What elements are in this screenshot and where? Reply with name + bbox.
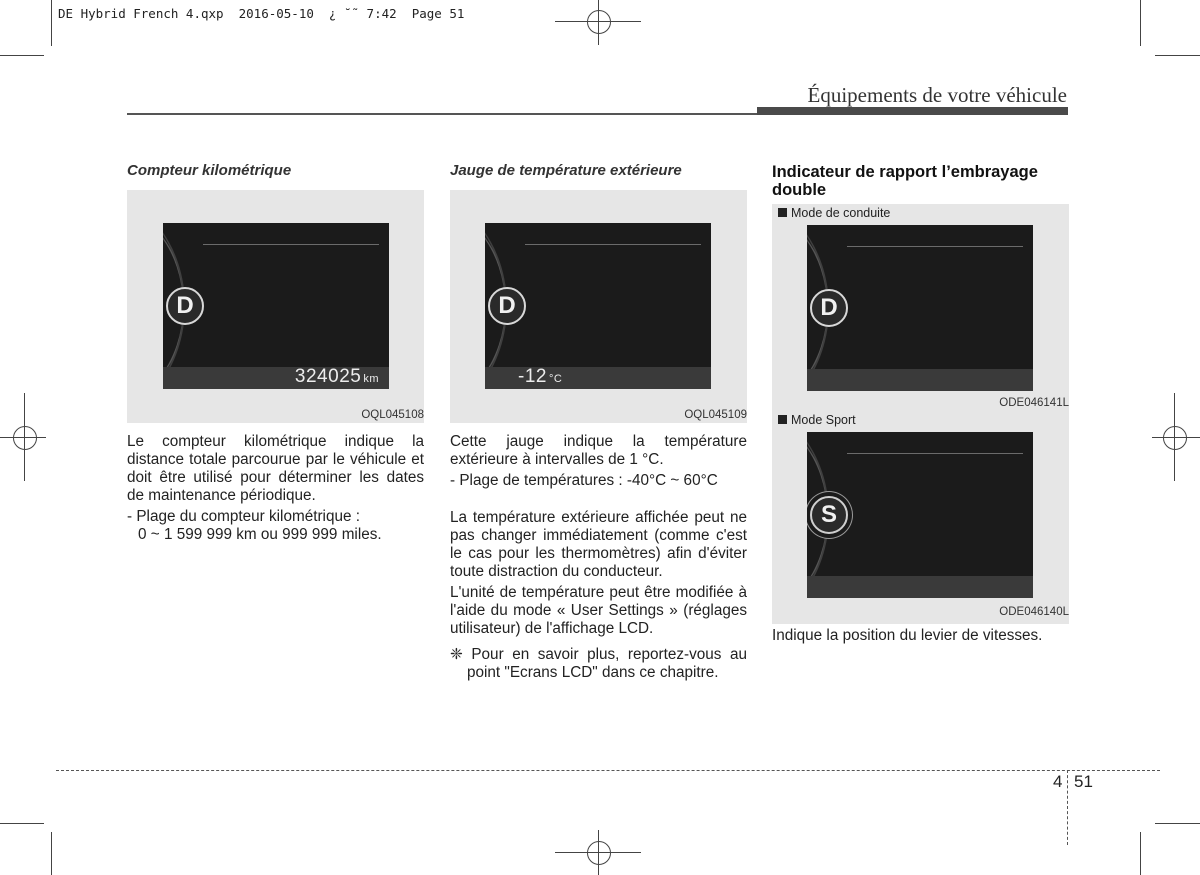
square-bullet-icon bbox=[778, 208, 787, 217]
crop-mark bbox=[1155, 823, 1200, 824]
mode-label bbox=[778, 413, 856, 427]
paragraph: Indique la position du levier de vitesses. bbox=[772, 627, 1043, 644]
gear-indicator: D bbox=[488, 287, 526, 325]
gear-indicator: S bbox=[810, 496, 848, 534]
figure-code: ODE046140L bbox=[999, 606, 1069, 618]
mode-label bbox=[778, 206, 890, 220]
header-rule-thick bbox=[757, 107, 1068, 115]
figure-odometer bbox=[127, 190, 424, 423]
crop-mark bbox=[0, 823, 44, 824]
lcd-screen bbox=[163, 223, 389, 389]
crop-mark bbox=[0, 55, 44, 56]
print-slug: DE Hybrid French 4.qxp 2016-05-10 ¿ ˘˜ 7:42 Page 51 bbox=[58, 6, 465, 21]
crop-mark bbox=[51, 0, 52, 46]
crop-mark bbox=[51, 832, 52, 875]
figure-code: OQL045108 bbox=[361, 409, 424, 421]
paragraph: Le compteur kilométrique indique la distance totale parcourue par le véhicule et doit être utilisé pour déterminer les dates de maintenance périodique. bbox=[127, 433, 424, 504]
temperature-value: -12 bbox=[518, 366, 547, 387]
odometer-body bbox=[127, 433, 424, 547]
figure-sport-mode bbox=[772, 411, 1069, 624]
chapter-number: 4 bbox=[1053, 772, 1063, 791]
list-item: - Plage du compteur kilométrique : bbox=[127, 508, 360, 525]
lcd-screen bbox=[485, 223, 711, 389]
temperature-readout bbox=[518, 366, 562, 388]
section-heading-gear-indicator: Indicateur de rapport l’embrayage double bbox=[772, 163, 1038, 199]
note-paragraph: ❈ Pour en savoir plus, reportez-vous au point "Ecrans LCD" dans ce chapitre. bbox=[450, 646, 747, 681]
odometer-value: 324025 bbox=[294, 366, 362, 387]
lcd-screen bbox=[807, 225, 1033, 391]
lcd-top-line bbox=[847, 453, 1023, 454]
paragraph: Cette jauge indique la température extérieure à intervalles de 1 °C. bbox=[450, 433, 747, 468]
lcd-screen bbox=[807, 432, 1033, 598]
lcd-top-line bbox=[525, 244, 701, 245]
lcd-bottom-bar bbox=[807, 576, 1033, 598]
footer-rule bbox=[56, 770, 1160, 771]
figure-drive-mode bbox=[772, 204, 1069, 411]
crop-mark bbox=[1140, 832, 1141, 875]
crop-mark bbox=[1155, 55, 1200, 56]
lcd-bottom-bar bbox=[807, 369, 1033, 391]
page-number: 51 bbox=[1074, 772, 1093, 791]
section-heading-outside-temperature: Jauge de température extérieure bbox=[450, 162, 682, 179]
figure-outside-temperature bbox=[450, 190, 747, 423]
odometer-unit: km bbox=[363, 373, 379, 385]
paragraph: L'unité de température peut être modifiée à l'aide du mode « User Settings » (réglages utilisateur) de l'affichage LCD. bbox=[450, 584, 747, 637]
page-header-title: Équipements de votre véhicule bbox=[807, 83, 1067, 107]
temperature-body bbox=[450, 433, 747, 685]
temperature-unit: °C bbox=[548, 373, 563, 385]
gear-indicator: D bbox=[166, 287, 204, 325]
page-number-separator bbox=[1067, 770, 1068, 845]
crop-mark bbox=[1140, 0, 1141, 46]
paragraph: La température extérieure affichée peut ne pas changer immédiatement (comme c'est le cas pour les thermomètres) afin d'éviter toute distraction du conducteur. bbox=[450, 509, 747, 580]
lcd-top-line bbox=[203, 244, 379, 245]
figure-code: OQL045109 bbox=[684, 409, 747, 421]
gear-indicator: D bbox=[810, 289, 848, 327]
lcd-top-line bbox=[847, 246, 1023, 247]
figure-code: ODE046141L bbox=[999, 397, 1069, 409]
odometer-readout bbox=[295, 366, 379, 388]
section-heading-odometer: Compteur kilométrique bbox=[127, 162, 292, 179]
list-item-continuation: 0 ~ 1 599 999 km ou 999 999 miles. bbox=[138, 526, 382, 543]
mode-label-text: Mode de conduite bbox=[791, 206, 891, 220]
square-bullet-icon bbox=[778, 415, 787, 424]
mode-label-text: Mode Sport bbox=[791, 413, 856, 427]
header-rule bbox=[127, 113, 757, 115]
gear-indicator-body bbox=[772, 627, 1069, 648]
list-item: - Plage de températures : -40°C ~ 60°C bbox=[450, 472, 718, 489]
